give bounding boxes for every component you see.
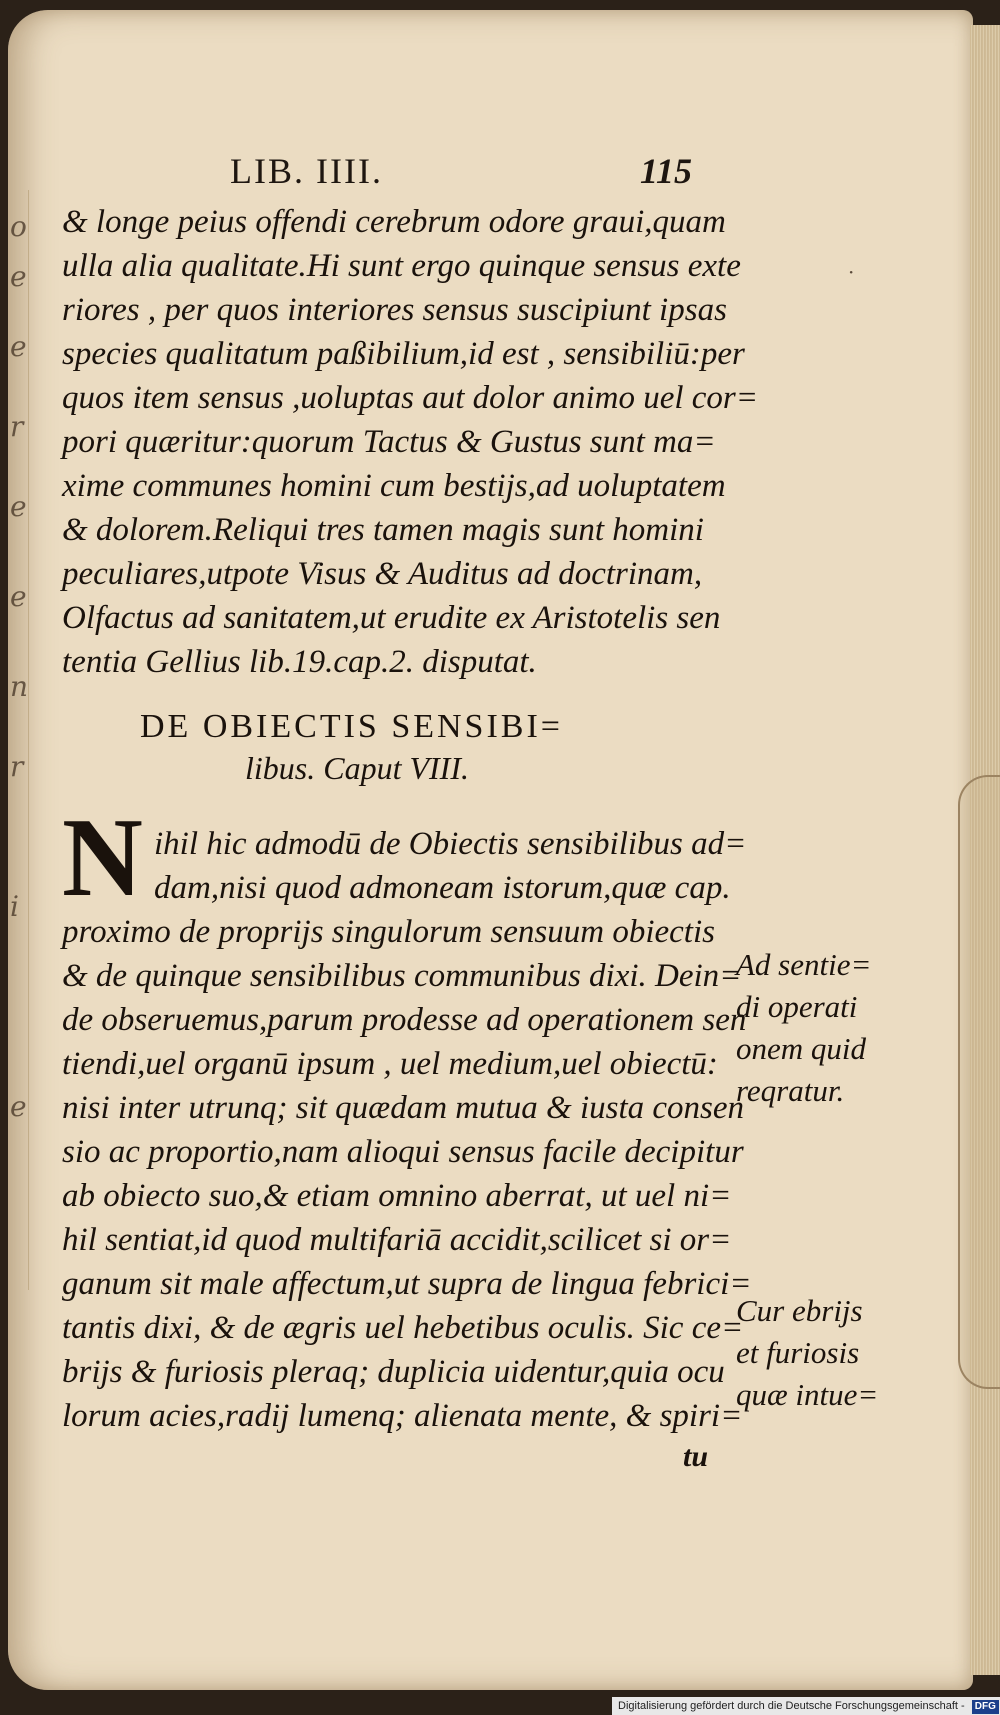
chapter-heading-line-2: libus. Caput VIII. [245,750,469,786]
marginal-note-2 [736,1290,878,1416]
text-line: ulla alia qualitate.Hi sunt ergo quinque sensus exte [62,248,741,284]
digitization-credit [612,1697,1000,1715]
page-number: 115 [640,151,693,191]
text-line: & de quinque sensibilibus communibus dixi. Dein= [62,958,742,994]
previous-page-edge [8,190,29,1290]
marginal-line: Ad sentie= [736,947,872,982]
chapter-heading-line-1: DE OBIECTIS SENSIBI= [140,708,563,745]
text-line: tentia Gellius lib.19.cap.2. disputat. [62,644,537,680]
prev-page-fragment: r [10,410,24,443]
marginal-line: di operati [736,989,858,1024]
text-line: & longe peius offendi cerebrum odore graui,quam [62,204,726,240]
dfg-logo-icon: DFG [972,1700,999,1714]
marginal-note-1 [736,944,871,1112]
text-line: brijs & furiosis pleraq; duplicia uidentur,quia ocu [62,1354,725,1390]
text-line: tiendi,uel organū ipsum , uel medium,uel obiectū: [62,1046,718,1082]
text-line: hil sentiat,id quod multifariā accidit,scilicet si or= [62,1222,732,1258]
text-line: & dolorem.Reliqui tres tamen magis sunt homini [62,512,704,548]
marginal-line: onem quid [736,1031,867,1066]
text-line: pori quæritur:quorum Tactus & Gustus sunt ma= [62,424,716,460]
chapter-heading [140,708,660,787]
running-head [0,150,1000,190]
text-line: de obseruemus,parum prodesse ad operationem sen [62,1002,747,1038]
marginal-line: et furiosis [736,1335,860,1370]
credit-text: Digitalisierung gefördert durch die Deutsche Forschungsgemeinschaft - [618,1700,965,1712]
margin-mark: · [848,260,855,284]
paragraph-2 [62,822,752,1438]
text-line: ab obiecto suo,& etiam omnino aberrat, ut uel ni= [62,1178,732,1214]
marginal-line: Cur ebrijs [736,1293,863,1328]
prev-page-fragment: i [10,890,19,923]
text-line: xime communes homini cum bestijs,ad uoluptatem [62,468,726,504]
text-line: ihil hic admodū de Obiectis sensibilibus ad= [154,826,747,862]
text-line: species qualitatum paßibilium,id est , sensibiliū:per [62,336,745,372]
marginal-line: reqratur. [736,1073,845,1108]
text-line: dam,nisi quod admoneam istorum,quæ cap. [154,870,731,906]
prev-page-fragment: o [10,210,27,243]
text-line: lorum acies,radij lumenq; alienata mente, & spiri= [62,1398,743,1434]
drop-cap: N [62,796,143,920]
prev-page-fragment: e [10,580,27,613]
text-line: sio ac proportio,nam alioqui sensus facile decipitur [62,1134,744,1170]
text-line: peculiares,utpote Visus & Auditus ad doctrinam, [62,556,703,592]
prev-page-fragment: r [10,750,24,783]
marginal-line: quæ intue= [736,1377,879,1412]
text-line: Olfactus ad sanitatem,ut erudite ex Aristotelis sen [62,600,721,636]
book-number: LIB. IIII. [230,151,383,191]
text-line: nisi inter utrunq; sit quædam mutua & iusta consen [62,1090,745,1126]
text-line: tantis dixi, & de ægris uel hebetibus oculis. Sic ce= [62,1310,744,1346]
prev-page-fragment: n [10,670,29,703]
text-line: quos item sensus ,uoluptas aut dolor animo uel cor= [62,380,759,416]
book-clasp [958,775,1000,1389]
text-line: ganum sit male affectum,ut supra de lingua febrici= [62,1266,752,1302]
prev-page-fragment: e [10,330,27,363]
catchword: tu [683,1440,709,1473]
prev-page-fragment: e [10,260,27,293]
prev-page-fragment: e [10,1090,27,1123]
text-line: proximo de proprijs singulorum sensuum obiectis [62,914,715,950]
paragraph-1 [62,200,759,684]
prev-page-fragment: e [10,490,27,523]
text-line: riores , per quos interiores sensus suscipiunt ipsas [62,292,727,328]
